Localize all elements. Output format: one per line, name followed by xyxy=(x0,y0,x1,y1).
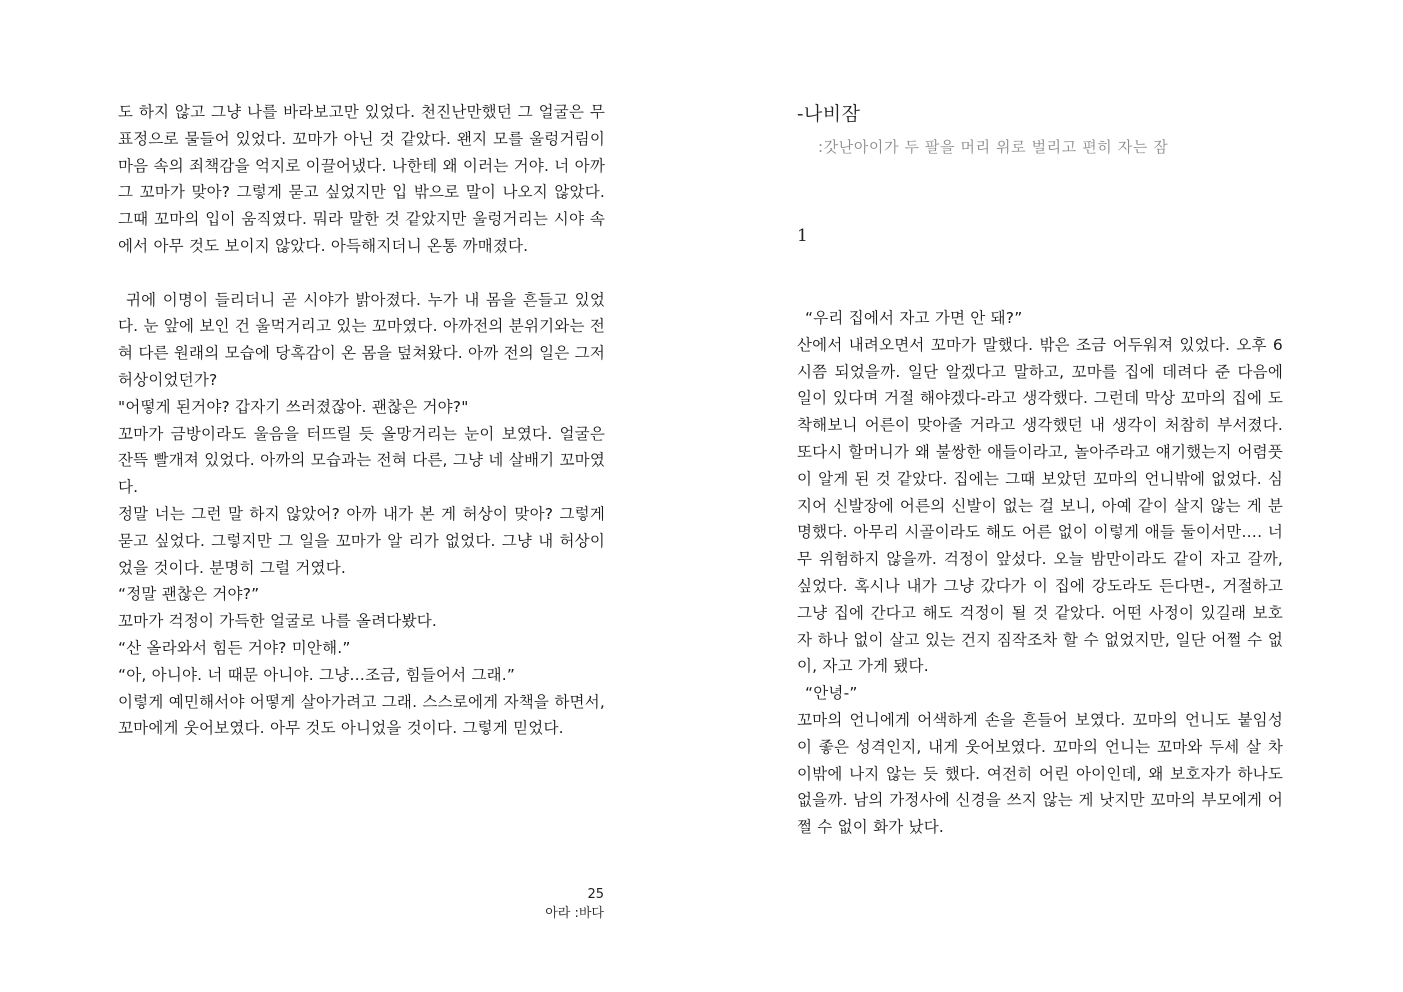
dialogue-line: “정말 괜찮은 거야?” xyxy=(118,585,260,604)
dialogue-line: “산 올라와서 힘든 거야? 미안해.” xyxy=(118,638,351,657)
left-page-body xyxy=(118,99,605,742)
chapter-subtitle: :갓난아이가 두 팔을 머리 위로 벌리고 편히 자는 잠 xyxy=(818,138,1169,156)
right-page-body xyxy=(797,305,1283,841)
paragraph: 꼬마가 걱정이 가득한 얼굴로 나를 올려다봤다. xyxy=(118,612,438,631)
paragraph: 꼬마의 언니에게 어색하게 손을 흔들어 보였다. 꼬마의 언니도 붙임성이 좋은 성격인지, 내게 웃어보였다. 꼬마의 언니는 꼬마와 두세 살 차이밖에 나지 않는 듯 했다. 여전히 어린 아이인데, 왜 보호자가 하나도 없을까. 남의 가정사에 신경을 쓰지 않는 게 낫지만 꼬마의 부모에게 어쩔 수 없이 화가 났다. xyxy=(797,710,1283,837)
paragraph-gap xyxy=(118,260,605,287)
page-number: 25 xyxy=(587,887,604,902)
left-page xyxy=(0,0,701,992)
paragraph: 정말 너는 그런 말 하지 않았어? 아까 내가 본 게 허상이 맞아? 그렇게 묻고 싶었다. 그렇지만 그 일을 꼬마가 알 리가 없었다. 그냥 내 허상이었을 것이다. 분명히 그럴 거였다. xyxy=(118,504,605,577)
paragraph: 도 하지 않고 그냥 나를 바라보고만 있었다. 천진난만했던 그 얼굴은 무표정으로 물들어 있었다. 꼬마가 아닌 것 같았다. 왠지 모를 울렁거림이 마음 속의 죄책감을 억지로 이끌어냈다. 나한테 왜 이러는 거야. 너 아까 그 꼬마가 맞아? 그렇게 묻고 싶었지만 입 밖으로 말이 나오지 않았다. 그때 꼬마의 입이 움직였다. 뭐라 말한 것 같았지만 울렁거리는 시야 속에서 아무 것도 보이지 않았다. 아득해지더니 온통 까매졌다. xyxy=(118,103,605,255)
paragraph: 이렇게 예민해서야 어떻게 살아가려고 그래. 스스로에게 자책을 하면서, 꼬마에게 웃어보였다. 아무 것도 아니었을 것이다. 그렇게 믿었다. xyxy=(118,692,605,738)
paragraph: 꼬마가 금방이라도 울음을 터뜨릴 듯 올망거리는 눈이 보였다. 얼굴은 잔뜩 빨개져 있었다. 아까의 모습과는 전혀 다른, 그냥 네 살배기 꼬마였다. xyxy=(118,424,605,497)
paragraph: 귀에 이명이 들리더니 곧 시야가 밝아졌다. 누가 내 몸을 흔들고 있었다. 눈 앞에 보인 건 울먹거리고 있는 꼬마였다. 아까전의 분위기와는 전혀 다른 원래의 모습에 당혹감이 온 몸을 덮쳐왔다. 아까 전의 일은 그저 허상이었던가? xyxy=(118,290,605,389)
dialogue-line: "어떻게 된거야? 갑자기 쓰러졌잖아. 괜찮은 거야?" xyxy=(118,397,469,416)
section-number: 1 xyxy=(797,226,808,246)
running-title: 아라 :바다 xyxy=(545,906,604,921)
dialogue-line: “아, 아니야. 너 때문 아니야. 그냥…조금, 힘들어서 그래.” xyxy=(118,665,516,684)
chapter-title: -나비잠 xyxy=(797,103,861,125)
dialogue-line: “안녕-” xyxy=(805,684,858,703)
dialogue-line: “우리 집에서 자고 가면 안 돼?” xyxy=(805,309,1023,327)
right-page xyxy=(701,0,1403,992)
paragraph: 산에서 내려오면서 꼬마가 말했다. 밖은 조금 어두워져 있었다. 오후 6시쯤 되었을까. 일단 알겠다고 말하고, 꼬마를 집에 데려다 준 다음에 일이 있다며 거절 해야겠다-라고 생각했다. 그런데 막상 꼬마의 집에 도착해보니 어른이 맞아줄 거라고 생각했던 내 생각이 처참히 부서졌다. 또다시 할머니가 왜 불쌍한 애들이라고, 놀아주라고 얘기했는지 어렴풋이 알게 된 것 같았다. 집에는 그때 보았던 꼬마의 언니밖에 없었다. 심지어 신발장에 어른의 신발이 없는 걸 보니, 아예 같이 살지 않는 게 분명했다. 아무리 시골이라도 해도 어른 없이 이렇게 애들 둘이서만…. 너무 위험하지 않을까. 걱정이 앞섰다. 오늘 밤만이라도 같이 자고 갈까, 싶었다. 혹시나 내가 그냥 갔다가 이 집에 강도라도 든다면-, 거절하고 그냥 집에 간다고 해도 걱정이 될 것 같았다. 어떤 사정이 있길래 보호자 하나 없이 살고 있는 건지 짐작조차 할 수 없었지만, 일단 어쩔 수 없이, 자고 가게 됐다. xyxy=(797,335,1283,676)
